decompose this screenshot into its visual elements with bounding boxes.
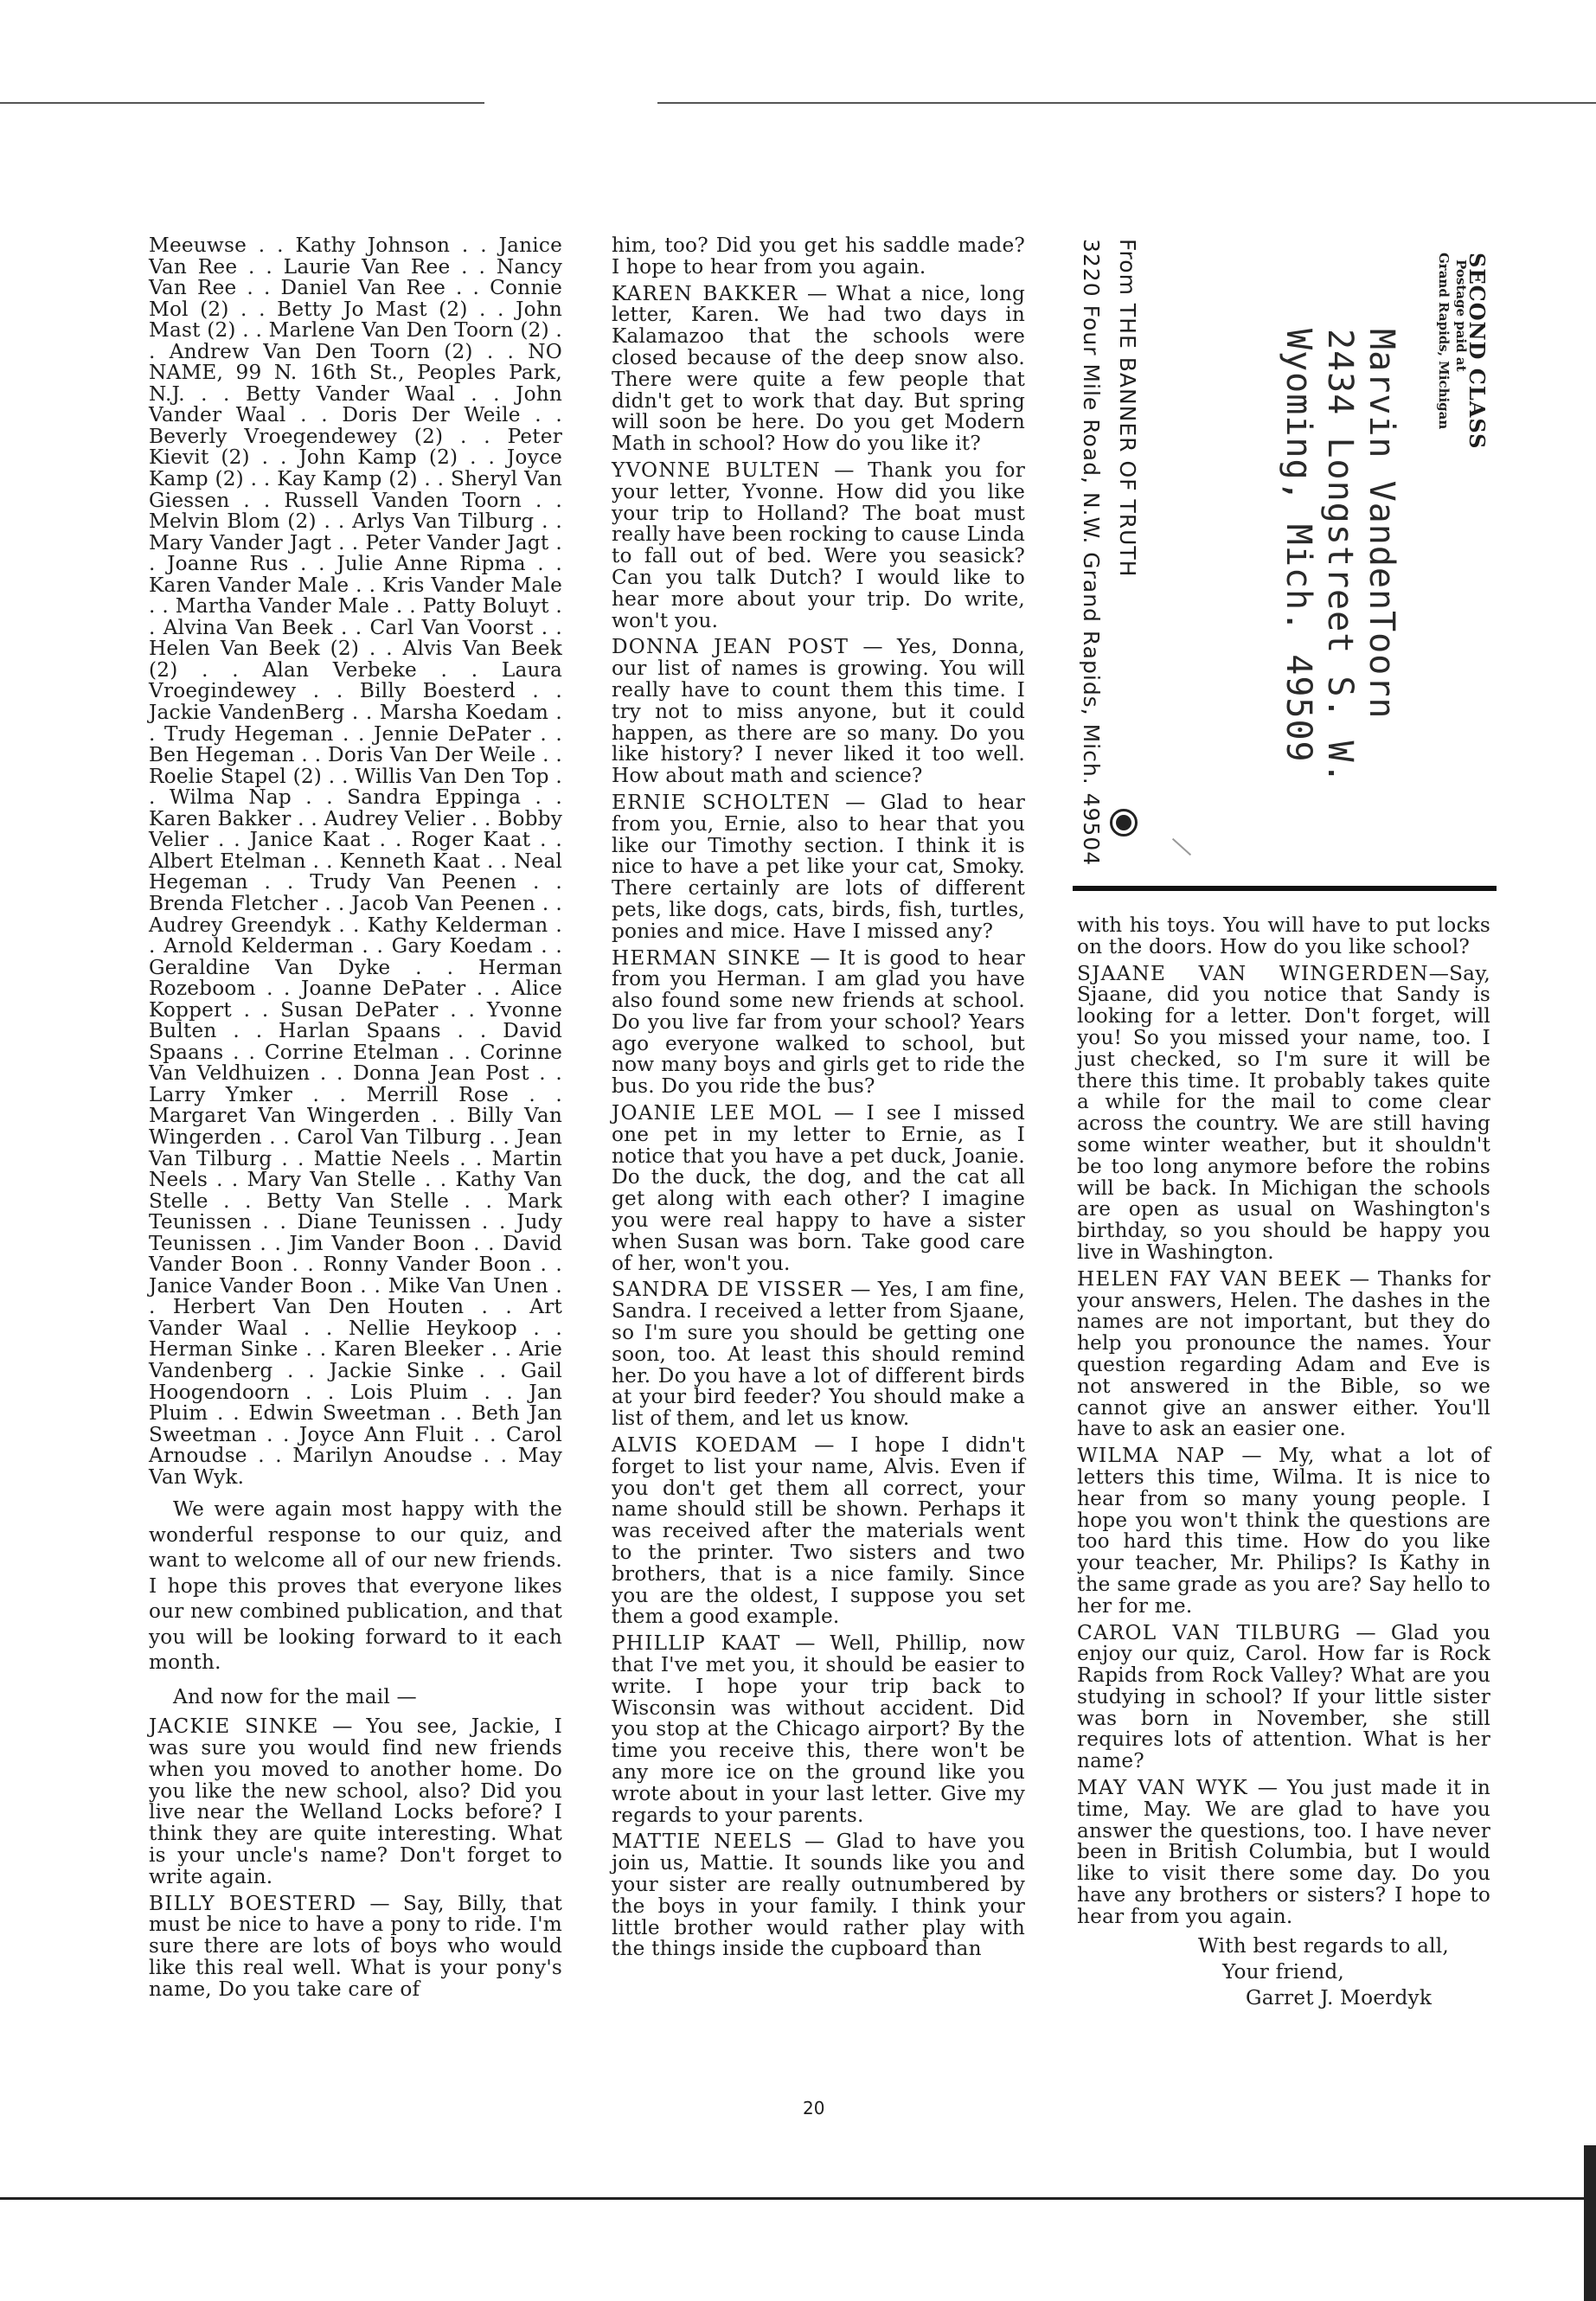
from-publisher: From THE BANNER OF TRUTH bbox=[1115, 239, 1140, 578]
recipient-name: HERMAN SINKE bbox=[612, 945, 802, 970]
intro-paragraph: We were again most happy with the wonderful response to our quiz, and want to welcome all of our new friends. I hope this proves that everyone likes our new combined publication, and that you will be looking forward to it each month. bbox=[149, 1497, 562, 1675]
reply-text: — I see I missed one pet in my letter to Ernie, as I notice that you have a pet duck, Joanie. Do the duck, the dog, and the cat all get along with each other? I imagine you were real happy to have a sister when Susan was born. Take good care of her, won't you. bbox=[612, 1101, 1025, 1275]
letter-reply bbox=[149, 1891, 562, 2001]
letter-reply bbox=[612, 792, 1025, 943]
reply-text: — It is good to hear from you Herman. I am glad you have also found some new friends at school. Do you live far from your school? Years ago everyone walked to school, but now many boys and girls get to ride the bus. Do you ride the bus? bbox=[612, 945, 1025, 1099]
column-2 bbox=[612, 235, 1025, 1963]
continuation-text: with his toys. You will have to put locks on the doors. How do you like school? bbox=[1077, 913, 1490, 958]
closing-line: With best regards to all, bbox=[1198, 1933, 1449, 1958]
reply-text: — Yes, I am fine, Sandra. I received a letter from Sjaane, so I'm sure you should be getting one soon, too. At least this should remind her. Do you have a lot of different birds at your bird feeder? You should make a list of them, and let us know. bbox=[612, 1278, 1026, 1431]
letter-reply bbox=[149, 1716, 562, 1888]
address-name: Marvin VandenToorn bbox=[1362, 329, 1401, 720]
address-street: 2434 Longstreet S. W. bbox=[1320, 329, 1360, 785]
union-seal-icon bbox=[1110, 809, 1138, 836]
reply-text: — Thank you for your letter, Yvonne. How did you like your trip to Holland? The boat must really have been rocking to cause Linda to fall out of bed. Were you seasick? Can you talk Dutch? I would like to hear more about your trip. Do write, won't you. bbox=[612, 458, 1025, 632]
reply-text: — You just made it in time, May. We are glad to have you answer the questions, too. I have never been in British Columbia, but I would like to visit there some day. Do you have any brothers or sisters? I hope to hear from you again. bbox=[1077, 1776, 1490, 1928]
recipient-name: ERNIE SCHOLTEN bbox=[612, 790, 831, 814]
letter-reply bbox=[1077, 1778, 1490, 1928]
second-class-label: SECOND CLASS bbox=[1465, 253, 1490, 450]
letter-reply bbox=[612, 945, 1025, 1099]
recipient-name: DONNA JEAN POST bbox=[612, 635, 849, 659]
letter-reply bbox=[612, 1831, 1025, 1960]
separator-rule bbox=[1073, 886, 1497, 891]
column-1 bbox=[149, 235, 562, 2003]
reply-text: — Glad you enjoy our quiz, Carol. How far is Rock Rapids from Rock Valley? What are you studying in school? If your little sister was born in November, she still requires lots of attention. What is her name? bbox=[1077, 1620, 1490, 1773]
recipient-name: JACKIE SINKE bbox=[149, 1715, 319, 1739]
scan-border-top bbox=[0, 102, 1596, 104]
recipient-name: ALVIS KOEDAM bbox=[612, 1433, 798, 1458]
reply-text: — What a nice, long letter, Karen. We had two days in Kalamazoo that the schools were closed because of the deep snow also. There were quite a few people that didn't get to work that day. But spring will soon be here. Do you get Modern Math in school? How do you like it? bbox=[612, 281, 1026, 456]
signature-name: Garret J. Moerdyk bbox=[1246, 1985, 1433, 2009]
letter-reply bbox=[612, 1633, 1025, 1826]
from-address: 3220 Four Mile Road, N.W. Grand Rapids, Mich. 49504 bbox=[1079, 239, 1104, 867]
reply-text: — My, what a lot of letters this time, Wilma. It is nice to hear from so many young people. I hope you won't think the questions are too hard this time. How do you like your teacher, Mr. Philips? Is Kathy in the same grade as you are? Say hello to her for me. bbox=[1077, 1444, 1491, 1618]
mail-intro: And now for the mail — bbox=[173, 1684, 417, 1708]
recipient-name: PHILLIP KAAT bbox=[612, 1631, 781, 1656]
reply-text: — Glad to have you join us, Mattie. It sounds like you and your sister are really outnumbered by the boys in your family. I think your little brother would rather play with the things inside the cupboard than bbox=[612, 1830, 1025, 1961]
continuation-text: him, too? Did you get his saddle made? I hope to hear from you again. bbox=[612, 234, 1025, 279]
signature-block bbox=[1077, 1933, 1490, 2011]
letter-reply bbox=[612, 1103, 1025, 1274]
page-number: 20 bbox=[803, 2098, 825, 2118]
letter-reply bbox=[612, 637, 1025, 787]
reply-text: — Say, Billy, that must be nice to have a pony to ride. I'm sure there are lots of boys who would like this real well. What is your pony's name, Do you take care of bbox=[149, 1891, 562, 2001]
valediction: Your friend, bbox=[1222, 1959, 1344, 1984]
recipient-name: SJAANE VAN WINGERDEN bbox=[1077, 961, 1429, 985]
column-3 bbox=[1077, 915, 1490, 2011]
letter-reply bbox=[1077, 1266, 1490, 1441]
letter-reply bbox=[612, 1279, 1025, 1430]
reply-text: — I hope I didn't forget to list your name, Alvis. Even if you don't get them all correct, your name should still be shown. Perhaps it was received after the materials went to the printer. Two sisters and two brothers, that is a nice family. Since you are the oldest, I suppose you set them a good example. bbox=[612, 1433, 1025, 1629]
recipient-name: CAROL VAN TILBURG bbox=[1077, 1620, 1342, 1644]
letter-reply bbox=[1077, 961, 1490, 1264]
recipient-name: JOANIE LEE MOL bbox=[612, 1101, 823, 1125]
letters-col3 bbox=[1077, 961, 1491, 1928]
letter-reply bbox=[1077, 1620, 1490, 1773]
names-list: Meeuwse . . Kathy Johnson . . Janice Van Ree . . Laurie Van Ree . . Nancy Van Ree . . Daniel Van Ree . . Connie Mol (2) . . Betty Jo Mast (2) . . John Mast (2) . . Marlene Van Den Toorn (2) . . Andrew Van Den Toorn (2) . . NO NAME, 99 N. 16th St., Peoples Park, N.J. . . Betty Vander Waal . . John Vander Waal . . Doris Der Weile . . Beverly Vroegendewey (2) . . Peter Kievit (2) . . John Kamp (2) . . Joyce Kamp (2) . . Kay Kamp (2) . . Sheryl Van Giessen . . Russell Vanden Toorn . . Melvin Blom (2) . . Arlys Van Tilburg . . Mary Vander Jagt . . Peter Vander Jagt . . Joanne Rus . . Julie Anne Ripma . . Karen Vander Male . . Kris Vander Male . . Martha Vander Male . . Patty Boluyt . . Alvina Van Beek . . Carl Van Voorst . . Helen Van Beek (2) . . Alvis Van Beek (2) . . Alan Verbeke . . Laura Vroegindewey . . Billy Boesterd . . Jackie VandenBerg . . Marsha Koedam . . Trudy Hegeman . . Jennie DePater . . Ben Hegeman . . Doris Van Der Weile . . Roelie Stapel (2) . . Willis Van Den Top . . Wilma Nap . . Sandra Eppinga . . Karen Bakker . . Audrey Velier . . Bobby Velier . . Janice Kaat . . Roger Kaat . . Albert Etelman . . Kenneth Kaat . . Neal Hegeman . . Trudy Van Peenen . . Brenda Fletcher . . Jacob Van Peenen . . Audrey Greendyk . . Kathy Kelderman . . Arnold Kelderman . . Gary Koedam . . Geraldine Van Dyke . . Herman Rozeboom . . Joanne DePater . . Alice Koppert . . Susan DePater . . Yvonne Bulten . . Harlan Spaans . . David Spaans . . Corrine Etelman . . Corinne Van Veldhuizen . . Donna Jean Post . . Larry Ymker . . Merrill Rose . . Margaret Van Wingerden . . Billy Van Wingerden . . Carol Van Tilburg . . Jean Van Tilburg . . Mattie Neels . . Martin Neels . . Mary Van Stelle . . Kathy Van Stelle . . Betty Van Stelle . . Mark Teunissen . . Diane Teunissen . . Judy Teunissen . . Jim Vander Boon . . David Vander Boon . . Ronny Vander Boon . . Janice Vander Boon . . Mike Van Unen . . Herbert Van Den Houten . . Art Vander Waal . . Nellie Heykoop . . Herman Sinke . . Karen Bleeker . . Arie Vandenberg . . Jackie Sinke . . Gail Hoogendoorn . . Lois Pluim . . Jan Pluim . . Edwin Sweetman . . Beth Jan Sweetman . . Joyce Ann Fluit . . Carol Arnoudse . . Marilyn Anoudse . . May Van Wyk. bbox=[149, 234, 562, 1489]
recipient-name: MAY VAN WYK bbox=[1077, 1776, 1248, 1800]
letters-col2 bbox=[612, 281, 1026, 1961]
postage-city-label: Grand Rapids, Michigan bbox=[1436, 253, 1452, 430]
reply-text: — Yes, Donna, our list of names is growing. You will really have to count them this time. I try not to miss anyone, but it could happen, as there are so many. Do you like history? I never liked it too well. How about math and science? bbox=[612, 635, 1026, 788]
recipient-name: WILMA NAP bbox=[1077, 1444, 1226, 1468]
reply-text: —Say, Sjaane, did you notice that Sandy is looking for a letter. Don't forget, will you! So you missed your name, too. I just checked, so I'm sure it will be there this time. It probably takes quite a while for the mail to come clear across the country. We are still having some winter weather, but it shouldn't be too long anymore before the robins will be back. In Michigan the schools are open as usual on Washington's birthday, so you should be happy you live in Washington. bbox=[1077, 961, 1490, 1264]
scan-border-bottom bbox=[0, 2197, 1596, 2200]
recipient-name: BILLY BOESTERD bbox=[149, 1891, 357, 1915]
letter-reply bbox=[612, 1435, 1025, 1628]
recipient-name: MATTIE NEELS bbox=[612, 1830, 793, 1854]
letter-reply bbox=[612, 281, 1026, 456]
recipient-name: YVONNE BULTEN bbox=[612, 458, 821, 482]
reply-text: — Well, Phillip, now that I've met you, it should be easier to write. I hope your trip back to Wisconsin was without accident. Did you stop at the Chicago airport? By the time you receive this, there won't be any more ice on the ground like you wrote about in your last letter. Give my regards to your parents. bbox=[612, 1631, 1025, 1827]
postage-paid-label: Postage paid at bbox=[1453, 260, 1469, 372]
letter-reply bbox=[1077, 1445, 1490, 1617]
letter-reply bbox=[612, 460, 1025, 631]
recipient-name: HELEN FAY VAN BEEK bbox=[1077, 1266, 1342, 1291]
recipient-name: KAREN BAKKER bbox=[612, 281, 798, 305]
address-city: Wyoming, Mich. 49509 bbox=[1279, 329, 1318, 763]
scan-edge-shadow bbox=[1584, 2145, 1596, 2301]
reply-text: — Thanks for your answers, Helen. The dashes in the names are not important, but they do help you pronounce the names. Your question regarding Adam and Eve is not answered in the Bible, so we cannot give an answer either. You'll have to ask an easier one. bbox=[1077, 1266, 1490, 1441]
recipient-name: SANDRA DE VISSER bbox=[612, 1278, 844, 1302]
reply-text: — You see, Jackie, I was sure you would find new friends when you moved to another home. Do you like the new school, also? Did you live near the Welland Locks before? I think they are quite interesting. What is your uncle's name? Don't forget to write again. bbox=[149, 1715, 562, 1888]
pencil-mark bbox=[1172, 838, 1191, 856]
letters-col1 bbox=[149, 1716, 562, 2000]
reply-text: — Glad to hear from you, Ernie, also to hear that you like our Timothy section. I think it is nice to have a pet like your cat, Smoky. There certainly are lots of different pets, like dogs, cats, birds, fish, turtles, ponies and mice. Have I missed any? bbox=[612, 790, 1025, 943]
